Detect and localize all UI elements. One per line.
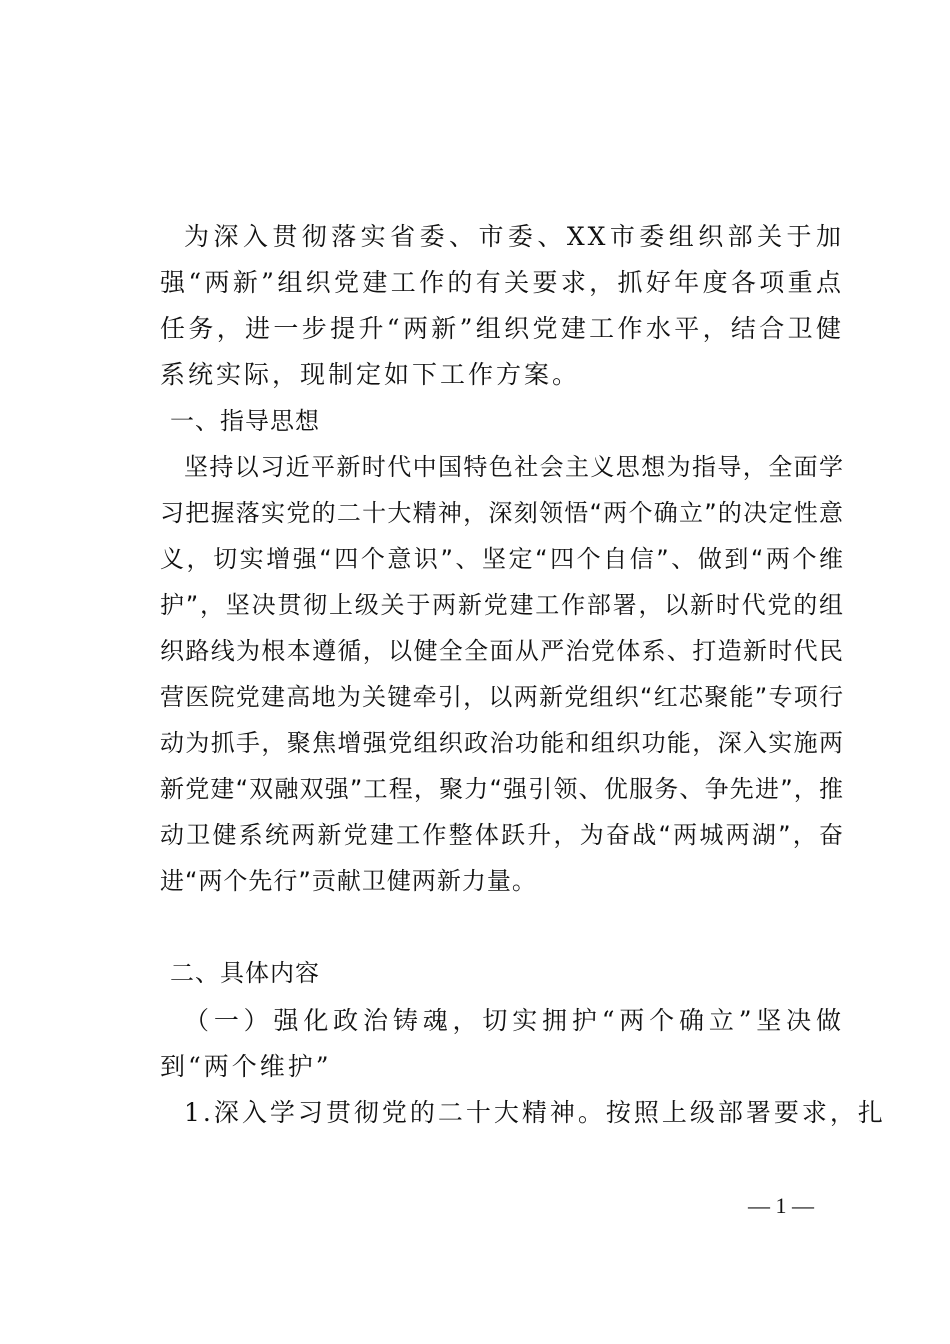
- section-heading-guiding-thought: 一、指导思想: [170, 407, 320, 435]
- section-heading-specific-content: 二、具体内容: [170, 959, 320, 987]
- item-1-paragraph: 1.深入学习贯彻党的二十大精神。按照上级部署要求，扎: [184, 1098, 886, 1127]
- guiding-thought-paragraph: 坚持以习近平新时代中国特色社会主义思想为指导，全面学习把握落实党的二十大精神，深刻领悟“两个确立”的决定性意义，切实增强“四个意识”、坚定“四个自信”、做到“两个维护”，坚决贯彻上级关于两新党建工作部署，以新时代党的组织路线为根本遵循，以健全全面从严治党体系、打造新时代民营医院党建高地为关键牵引，以两新党组织“红芯聚能”专项行动为抓手，聚焦增强党组织政治功能和组织功能，深入实施两新党建“双融双强”工程，聚力“强引领、优服务、争先进”，推动卫健系统两新党建工作整体跃升，为奋战“两城两湖”，奋进“两个先行”贡献卫健两新力量。: [160, 453, 844, 895]
- page-number: — 1 —: [748, 1193, 814, 1218]
- subsection-heading-political: （一）强化政治铸魂，切实拥护“两个确立”坚决做到“两个维护”: [160, 1006, 844, 1081]
- intro-paragraph: 为深入贯彻落实省委、市委、XX市委组织部关于加强“两新”组织党建工作的有关要求，抓好年度各项重点任务，进一步提升“两新”组织党建工作水平，结合卫健系统实际，现制定如下工作方案。: [160, 222, 844, 389]
